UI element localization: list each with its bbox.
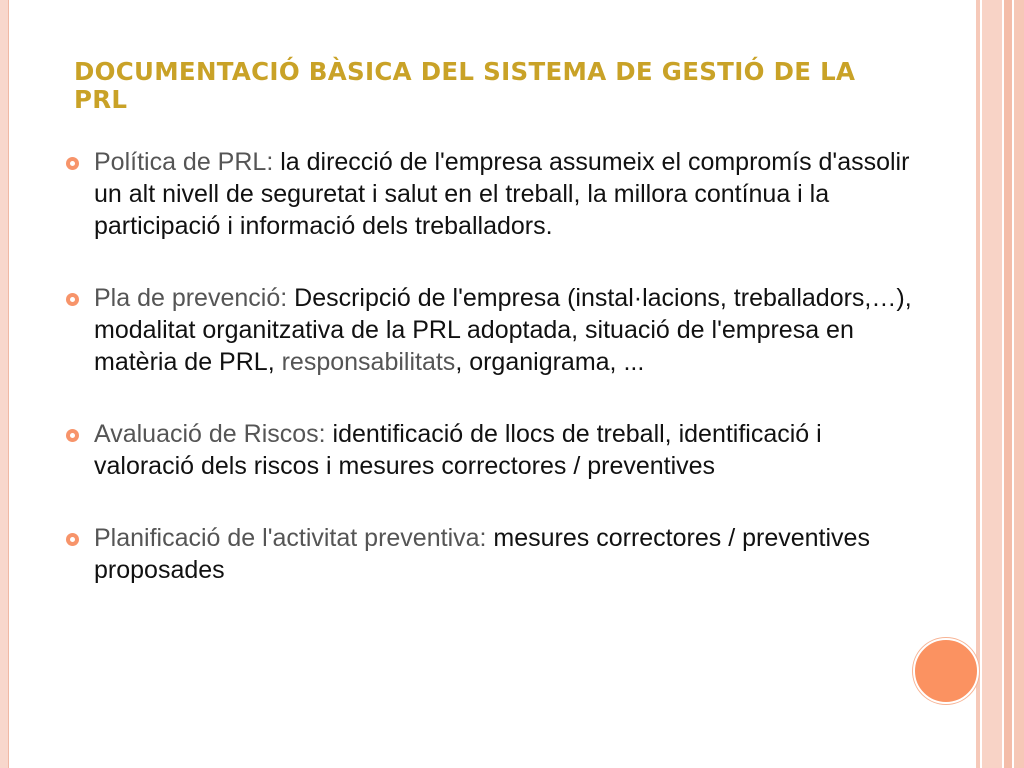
ring-bullet-icon (66, 429, 79, 442)
list-item-pla-prevencio (62, 282, 912, 378)
ring-bullet-icon (66, 157, 79, 170)
border-stripe (982, 0, 1002, 768)
left-border-decoration (0, 0, 9, 768)
item-term: Pla de prevenció: (94, 284, 288, 312)
border-stripe (1014, 0, 1024, 768)
slide-title: DOCUMENTACIÓ BÀSICA DEL SISTEMA DE GESTIÓ DE LA PRL (74, 57, 856, 114)
decorative-orange-circle (913, 638, 979, 704)
ring-bullet-icon (66, 533, 79, 546)
item-text: mesures correctores / preventives proposades (94, 524, 870, 584)
item-text: Descripció de l'empresa (instal·lacions, treballadors,…), modalitat organitzativa de la PRL adoptada, situació de l'empresa en matèria de PRL, (94, 284, 912, 376)
border-stripe (1004, 0, 1012, 768)
list-item-planificacio (62, 522, 912, 586)
item-highlight: responsabilitats (281, 348, 456, 376)
item-term: Política de PRL: (94, 148, 274, 176)
ring-bullet-icon (66, 293, 79, 306)
item-text: la direcció de l'empresa assumeix el compromís d'assolir un alt nivell de seguretat i salut en el treball, la millora contínua i la participació i informació dels treballadors. (94, 148, 910, 240)
list-item-avaluacio-riscos (62, 418, 912, 482)
item-text-end: , organigrama, ... (455, 348, 645, 376)
bullet-list (62, 146, 912, 586)
item-term: Planificació de l'activitat preventiva: (94, 524, 487, 552)
right-border-decoration (976, 0, 1024, 768)
item-text: identificació de llocs de treball, identificació i valoració dels riscos i mesures correctores / preventives (94, 420, 822, 480)
item-term: Avaluació de Riscos: (94, 420, 326, 448)
list-item-politica (62, 146, 912, 242)
